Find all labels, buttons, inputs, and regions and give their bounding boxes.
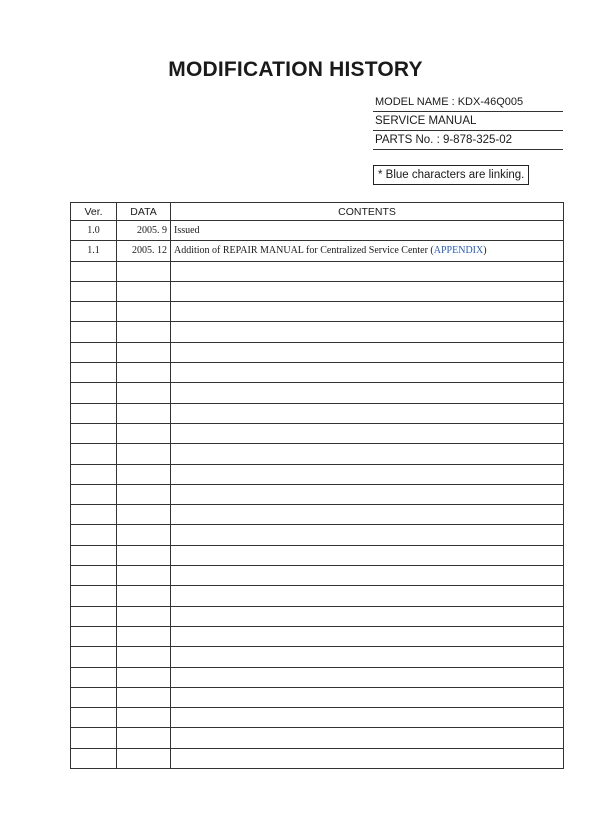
- row-date: 2005. 12: [117, 241, 171, 261]
- empty-cell: [71, 606, 117, 626]
- empty-table-row: [71, 363, 564, 383]
- empty-cell: [71, 566, 117, 586]
- empty-table-row: [71, 586, 564, 606]
- empty-table-row: [71, 302, 564, 322]
- header-version: Ver.: [71, 203, 117, 221]
- empty-table-row: [71, 444, 564, 464]
- empty-table-row: [71, 748, 564, 768]
- empty-table-row: [71, 281, 564, 301]
- empty-cell: [117, 464, 171, 484]
- empty-cell: [171, 728, 564, 748]
- empty-cell: [171, 484, 564, 504]
- empty-cell: [171, 505, 564, 525]
- empty-cell: [171, 748, 564, 768]
- empty-cell: [117, 647, 171, 667]
- appendix-link[interactable]: APPENDIX: [433, 245, 484, 257]
- page-title: MODIFICATION HISTORY: [168, 58, 423, 81]
- empty-cell: [71, 322, 117, 342]
- row-date: 2005. 9: [117, 221, 171, 241]
- empty-cell: [117, 667, 171, 687]
- manual-info: [373, 93, 563, 150]
- empty-cell: [117, 342, 171, 362]
- empty-cell: [71, 525, 117, 545]
- row-version: 1.1: [71, 241, 117, 261]
- modification-history-table: [70, 202, 564, 769]
- empty-cell: [171, 281, 564, 301]
- empty-cell: [71, 383, 117, 403]
- parts-number: PARTS No. : 9-878-325-02: [373, 131, 563, 150]
- header-date: DATA: [117, 203, 171, 221]
- empty-cell: [71, 748, 117, 768]
- empty-cell: [171, 464, 564, 484]
- contents-text: Addition of REPAIR MANUAL for Centralized Service Center (: [174, 245, 434, 257]
- empty-table-row: [71, 423, 564, 443]
- empty-cell: [71, 687, 117, 707]
- empty-cell: [171, 403, 564, 423]
- empty-cell: [71, 667, 117, 687]
- empty-cell: [171, 667, 564, 687]
- empty-cell: [71, 586, 117, 606]
- empty-cell: [71, 302, 117, 322]
- row-version: 1.0: [71, 221, 117, 241]
- empty-cell: [71, 545, 117, 565]
- empty-cell: [71, 647, 117, 667]
- empty-cell: [171, 586, 564, 606]
- empty-table-row: [71, 403, 564, 423]
- empty-cell: [171, 423, 564, 443]
- empty-cell: [117, 748, 171, 768]
- empty-cell: [71, 728, 117, 748]
- empty-cell: [171, 322, 564, 342]
- empty-cell: [71, 281, 117, 301]
- empty-table-row: [71, 322, 564, 342]
- empty-table-row: [71, 545, 564, 565]
- empty-cell: [117, 525, 171, 545]
- empty-table-row: [71, 728, 564, 748]
- empty-cell: [117, 728, 171, 748]
- link-note: * Blue characters are linking.: [373, 165, 529, 185]
- empty-table-row: [71, 342, 564, 362]
- empty-cell: [171, 708, 564, 728]
- empty-table-row: [71, 687, 564, 707]
- row-contents: Issued: [171, 221, 564, 241]
- empty-cell: [171, 383, 564, 403]
- empty-cell: [117, 302, 171, 322]
- empty-cell: [71, 484, 117, 504]
- empty-cell: [117, 444, 171, 464]
- empty-cell: [117, 606, 171, 626]
- empty-cell: [71, 464, 117, 484]
- contents-suffix: ): [483, 245, 487, 257]
- table-row: [71, 221, 564, 241]
- empty-cell: [171, 687, 564, 707]
- empty-cell: [171, 566, 564, 586]
- table-header-row: [71, 203, 564, 221]
- empty-table-row: [71, 647, 564, 667]
- empty-cell: [117, 505, 171, 525]
- empty-cell: [117, 545, 171, 565]
- table-row: [71, 241, 564, 261]
- empty-cell: [171, 444, 564, 464]
- empty-cell: [171, 261, 564, 281]
- empty-table-row: [71, 606, 564, 626]
- empty-cell: [71, 403, 117, 423]
- empty-cell: [117, 626, 171, 646]
- empty-cell: [71, 261, 117, 281]
- row-contents: [171, 241, 564, 261]
- empty-table-row: [71, 505, 564, 525]
- empty-cell: [71, 505, 117, 525]
- empty-cell: [171, 342, 564, 362]
- manual-type: SERVICE MANUAL: [373, 112, 563, 131]
- empty-cell: [117, 383, 171, 403]
- empty-cell: [117, 484, 171, 504]
- empty-cell: [71, 342, 117, 362]
- empty-table-row: [71, 464, 564, 484]
- empty-cell: [71, 708, 117, 728]
- empty-table-row: [71, 484, 564, 504]
- empty-cell: [71, 363, 117, 383]
- empty-cell: [117, 261, 171, 281]
- empty-cell: [171, 302, 564, 322]
- empty-table-row: [71, 261, 564, 281]
- empty-cell: [71, 444, 117, 464]
- empty-table-row: [71, 667, 564, 687]
- model-name: MODEL NAME : KDX-46Q005: [373, 93, 563, 112]
- empty-cell: [171, 363, 564, 383]
- empty-cell: [117, 586, 171, 606]
- empty-cell: [171, 545, 564, 565]
- empty-cell: [171, 525, 564, 545]
- empty-cell: [117, 423, 171, 443]
- empty-cell: [171, 647, 564, 667]
- empty-cell: [117, 322, 171, 342]
- header-contents: CONTENTS: [171, 203, 564, 221]
- empty-cell: [117, 687, 171, 707]
- empty-cell: [171, 626, 564, 646]
- empty-cell: [117, 566, 171, 586]
- empty-cell: [71, 626, 117, 646]
- empty-cell: [171, 606, 564, 626]
- empty-table-row: [71, 708, 564, 728]
- empty-table-row: [71, 525, 564, 545]
- empty-table-row: [71, 383, 564, 403]
- empty-table-row: [71, 626, 564, 646]
- empty-cell: [117, 403, 171, 423]
- empty-cell: [71, 423, 117, 443]
- empty-table-row: [71, 566, 564, 586]
- empty-cell: [117, 363, 171, 383]
- empty-cell: [117, 708, 171, 728]
- empty-cell: [117, 281, 171, 301]
